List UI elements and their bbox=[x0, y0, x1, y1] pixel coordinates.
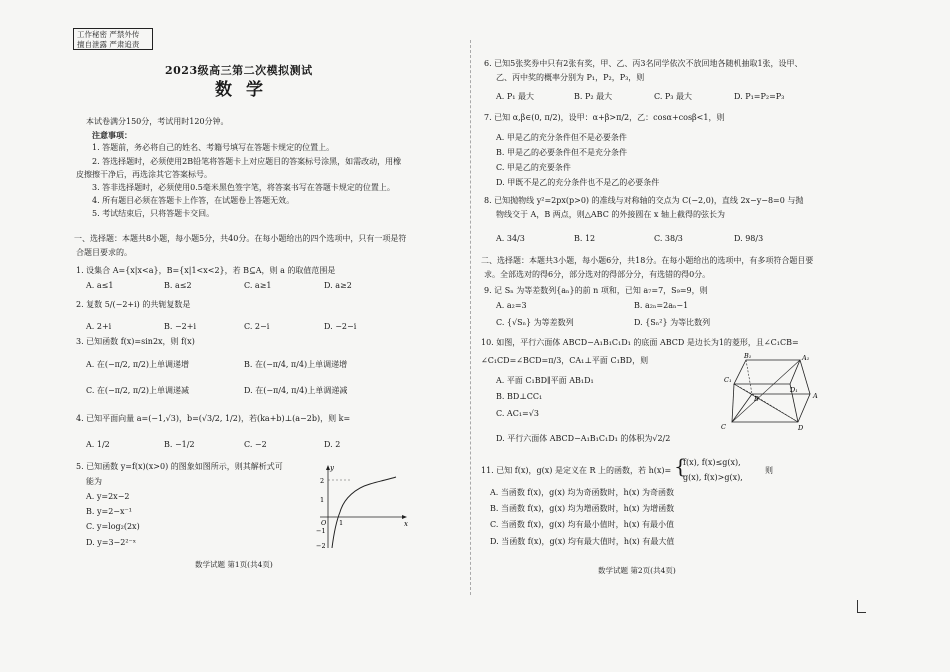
q10-parallelepiped-figure bbox=[718, 350, 830, 434]
q2-stem: 2. 复数 5/(−2+i) 的共轭复数是 bbox=[76, 300, 191, 309]
q5-option-a: A. y=2x−2 bbox=[86, 492, 130, 501]
stamp-line-1: 工作秘密 严禁外传 bbox=[77, 30, 140, 39]
graph-x-arrow bbox=[402, 515, 407, 519]
q2-option-d: D. −2−i bbox=[324, 322, 357, 331]
stamp-line-2: 擅自泄露 严肃追责 bbox=[77, 40, 140, 49]
q10-option-a: A. 平面 C₁BD∥平面 AB₁D₁ bbox=[496, 376, 594, 385]
q5-option-b: B. y=2−x⁻¹ bbox=[86, 507, 132, 516]
q1-option-c: C. a≥1 bbox=[244, 281, 272, 290]
q6-option-c: C. P₃ 最大 bbox=[654, 92, 693, 101]
label-c1: C₁ bbox=[724, 376, 732, 384]
graph-curve bbox=[332, 477, 396, 548]
q8-stem: 8. 已知抛物线 y²=2px(p>0) 的准线与对称轴的交点为 C(−2,0)，直线 2x−y−8=0 与抛 bbox=[484, 196, 804, 205]
note-item: 5. 考试结束后，只将答题卡交回。 bbox=[92, 209, 215, 218]
q11-option-b: B. 当函数 f(x)，g(x) 均为增函数时，h(x) 为增函数 bbox=[490, 504, 675, 513]
edge-cc1 bbox=[732, 384, 734, 422]
q10-stem: 10. 如图，平行六面体 ABCD−A₁B₁C₁D₁ 的底面 ABCD 是边长为1的菱形，且∠C₁CB= bbox=[481, 338, 799, 347]
edge-aa1 bbox=[800, 360, 810, 394]
q4-option-d: D. 2 bbox=[324, 440, 341, 449]
label-a1: A₁ bbox=[802, 354, 810, 362]
q7-option-c: C. 甲是乙的充要条件 bbox=[496, 163, 571, 172]
q10-option-b: B. BD⊥CC₁ bbox=[496, 392, 543, 401]
q3-option-d: D. 在(−π/4, π/4)上单调递减 bbox=[244, 386, 348, 395]
graph-y-tick: −1 bbox=[316, 527, 326, 535]
section2-instructions-cont: 求。全部选对的得6分，部分选对的得部分分，有选错的得0分。 bbox=[484, 270, 711, 279]
graph-y-tick: 2 bbox=[320, 477, 325, 485]
graph-y-tick: 1 bbox=[320, 496, 325, 504]
confidential-stamp bbox=[73, 28, 153, 50]
label-a: A bbox=[813, 392, 818, 400]
q1-option-b: B. a≤2 bbox=[164, 281, 192, 290]
q8-option-d: D. 98/3 bbox=[734, 234, 764, 243]
q1-stem: 1. 设集合 A={x|x<a}，B={x|1<x<2}，若 B⊆A，则 a 的取值范围是 bbox=[76, 266, 336, 275]
q9-option-b: B. a₂ₙ=2aₙ−1 bbox=[634, 301, 689, 310]
q3-option-c: C. 在(−π/2, π/2)上单调递减 bbox=[86, 386, 190, 395]
q11-option-c: C. 当函数 f(x)，g(x) 均有最小值时，h(x) 有最小值 bbox=[490, 520, 675, 529]
q9-option-d: D. {Sₙ²} 为等比数列 bbox=[634, 318, 711, 327]
q11-option-a: A. 当函数 f(x)，g(x) 均为奇函数时，h(x) 为奇函数 bbox=[490, 488, 674, 497]
q7-option-d: D. 甲既不是乙的充分条件也不是乙的必要条件 bbox=[496, 178, 660, 187]
label-d1: D₁ bbox=[790, 386, 798, 394]
q11-stem-end: 则 bbox=[765, 466, 773, 475]
q4-option-a: A. 1/2 bbox=[86, 440, 110, 449]
q11-case-1: f(x), f(x)≤g(x), bbox=[683, 458, 741, 467]
graph-y-tick: −2 bbox=[316, 542, 326, 550]
note-item: 3. 答非选择题时，必须使用0.5毫米黑色签字笔，将答案书写在答题卡规定的位置上。 bbox=[92, 183, 395, 192]
subject-title: 数学 bbox=[215, 80, 277, 100]
crop-mark bbox=[857, 600, 866, 613]
q11-option-d: D. 当函数 f(x)，g(x) 均有最大值时，h(x) 有最大值 bbox=[490, 537, 675, 546]
edge-bb1 bbox=[746, 360, 752, 394]
note-item: 1. 答题前，务必将自己的姓名、考籍号填写在答题卡规定的位置上。 bbox=[92, 143, 335, 152]
top-face bbox=[734, 360, 800, 384]
section1-instructions: 一、选择题：本题共8小题，每小题5分，共40分。在每小题给出的四个选项中，只有一项是符 bbox=[74, 234, 407, 243]
q5-stem: 5. 已知函数 y=f(x)(x>0) 的图象如图所示，则其解析式可 bbox=[76, 462, 283, 471]
section2-instructions: 二、选择题：本题共3小题，每小题6分，共18分。在每小题给出的选项中，有多项符合题目要 bbox=[481, 256, 814, 265]
label-b1: B₁ bbox=[744, 352, 752, 360]
q6-option-d: D. P₁=P₂=P₃ bbox=[734, 92, 785, 101]
label-b: B bbox=[754, 395, 759, 403]
q4-option-c: C. −2 bbox=[244, 440, 267, 449]
q10-option-c: C. AC₁=√3 bbox=[496, 409, 539, 418]
page-footer-right: 数学试题 第2页(共4页) bbox=[598, 566, 676, 575]
q1-option-a: A. a≤1 bbox=[86, 281, 114, 290]
q6-stem: 6. 已知5张奖券中只有2张有奖，甲、乙、丙3名同学依次不放回地各随机抽取1张，设甲、 bbox=[484, 59, 803, 68]
q4-option-b: B. −1/2 bbox=[164, 440, 195, 449]
notes-intro: 本试卷满分150分，考试用时120分钟。 bbox=[86, 117, 229, 126]
q11-piecewise-brace: { bbox=[674, 454, 687, 478]
exam-title: 2023级高三第二次模拟测试 bbox=[165, 64, 313, 77]
q8-stem-cont: 物线交于 A，B 两点，则△ABC 的外接圆在 x 轴上截得的弦长为 bbox=[496, 210, 725, 219]
q7-option-a: A. 甲是乙的充分条件但不是必要条件 bbox=[496, 133, 627, 142]
q7-stem: 7. 已知 α,β∈(0, π/2)，设甲：α+β>π/2，乙：cosα+cosβ<1，则 bbox=[484, 113, 725, 122]
q2-option-b: B. −2+i bbox=[164, 322, 197, 331]
section1-instructions-cont: 合题目要求的。 bbox=[76, 248, 132, 257]
q10-option-d: D. 平行六面体 ABCD−A₁B₁C₁D₁ 的体积为√2/2 bbox=[496, 434, 671, 443]
note-item: 2. 答选择题时，必须使用2B铅笔将答题卡上对应题目的答案标号涂黑，如需改动，用橡 bbox=[92, 157, 402, 166]
q2-option-a: A. 2+i bbox=[86, 322, 112, 331]
q4-stem: 4. 已知平面向量 a=(−1,√3)，b=(√3/2, 1/2)，若(ka+b)⊥(a−2b)，则 k= bbox=[76, 414, 351, 423]
q3-option-a: A. 在(−π/2, π/2)上单调递增 bbox=[86, 360, 189, 369]
q8-option-c: C. 38/3 bbox=[654, 234, 683, 243]
notes-heading: 注意事项： bbox=[92, 130, 132, 140]
q6-option-b: B. P₂ 最大 bbox=[574, 92, 613, 101]
q3-option-b: B. 在(−π/4, π/4)上单调递增 bbox=[244, 360, 348, 369]
q5-stem-cont: 能为 bbox=[86, 477, 102, 486]
graph-y-label: y bbox=[330, 464, 334, 472]
q11-case-2: g(x), f(x)>g(x), bbox=[683, 473, 743, 482]
graph-origin: O bbox=[321, 519, 327, 527]
graph-x-label: x bbox=[404, 520, 408, 528]
q9-stem: 9. 记 Sₙ 为等差数列{aₙ}的前 n 项和，已知 a₇=7，S₉=9，则 bbox=[484, 286, 708, 295]
q6-option-a: A. P₁ 最大 bbox=[496, 92, 534, 101]
q6-stem-cont: 乙、丙中奖的概率分别为 P₁，P₂，P₃，则 bbox=[496, 73, 645, 82]
note-item: 皮擦擦干净后，再选涂其它答案标号。 bbox=[76, 170, 212, 179]
graph-x-tick: 1 bbox=[339, 519, 344, 527]
q1-option-d: D. a≥2 bbox=[324, 281, 352, 290]
q5-function-graph bbox=[310, 462, 410, 554]
label-d: D bbox=[798, 424, 804, 432]
q2-option-c: C. 2−i bbox=[244, 322, 270, 331]
note-item: 4. 所有题目必须在答题卡上作答，在试题卷上答题无效。 bbox=[92, 196, 295, 205]
q10-stem-cont: ∠C₁CD=∠BCD=π/3，CA₁⊥平面 C₁BD，则 bbox=[481, 356, 649, 365]
q9-option-a: A. a₂=3 bbox=[496, 301, 527, 310]
q5-option-d: D. y=3−2²⁻ˣ bbox=[86, 538, 137, 547]
label-c: C bbox=[721, 423, 726, 431]
q7-option-b: B. 甲是乙的必要条件但不是充分条件 bbox=[496, 148, 627, 157]
q11-stem: 11. 已知 f(x)，g(x) 是定义在 R 上的函数，若 h(x)= bbox=[481, 466, 672, 475]
q3-stem: 3. 已知函数 f(x)=sin2x，则 f(x) bbox=[76, 337, 195, 346]
q5-option-c: C. y=log₂(2x) bbox=[86, 522, 140, 531]
q8-option-a: A. 34/3 bbox=[496, 234, 525, 243]
page-divider bbox=[470, 40, 471, 595]
q9-option-c: C. {√Sₙ} 为等差数列 bbox=[496, 318, 574, 327]
page-footer-left: 数学试题 第1页(共4页) bbox=[195, 560, 273, 569]
q8-option-b: B. 12 bbox=[574, 234, 596, 243]
bottom-face bbox=[732, 394, 810, 422]
